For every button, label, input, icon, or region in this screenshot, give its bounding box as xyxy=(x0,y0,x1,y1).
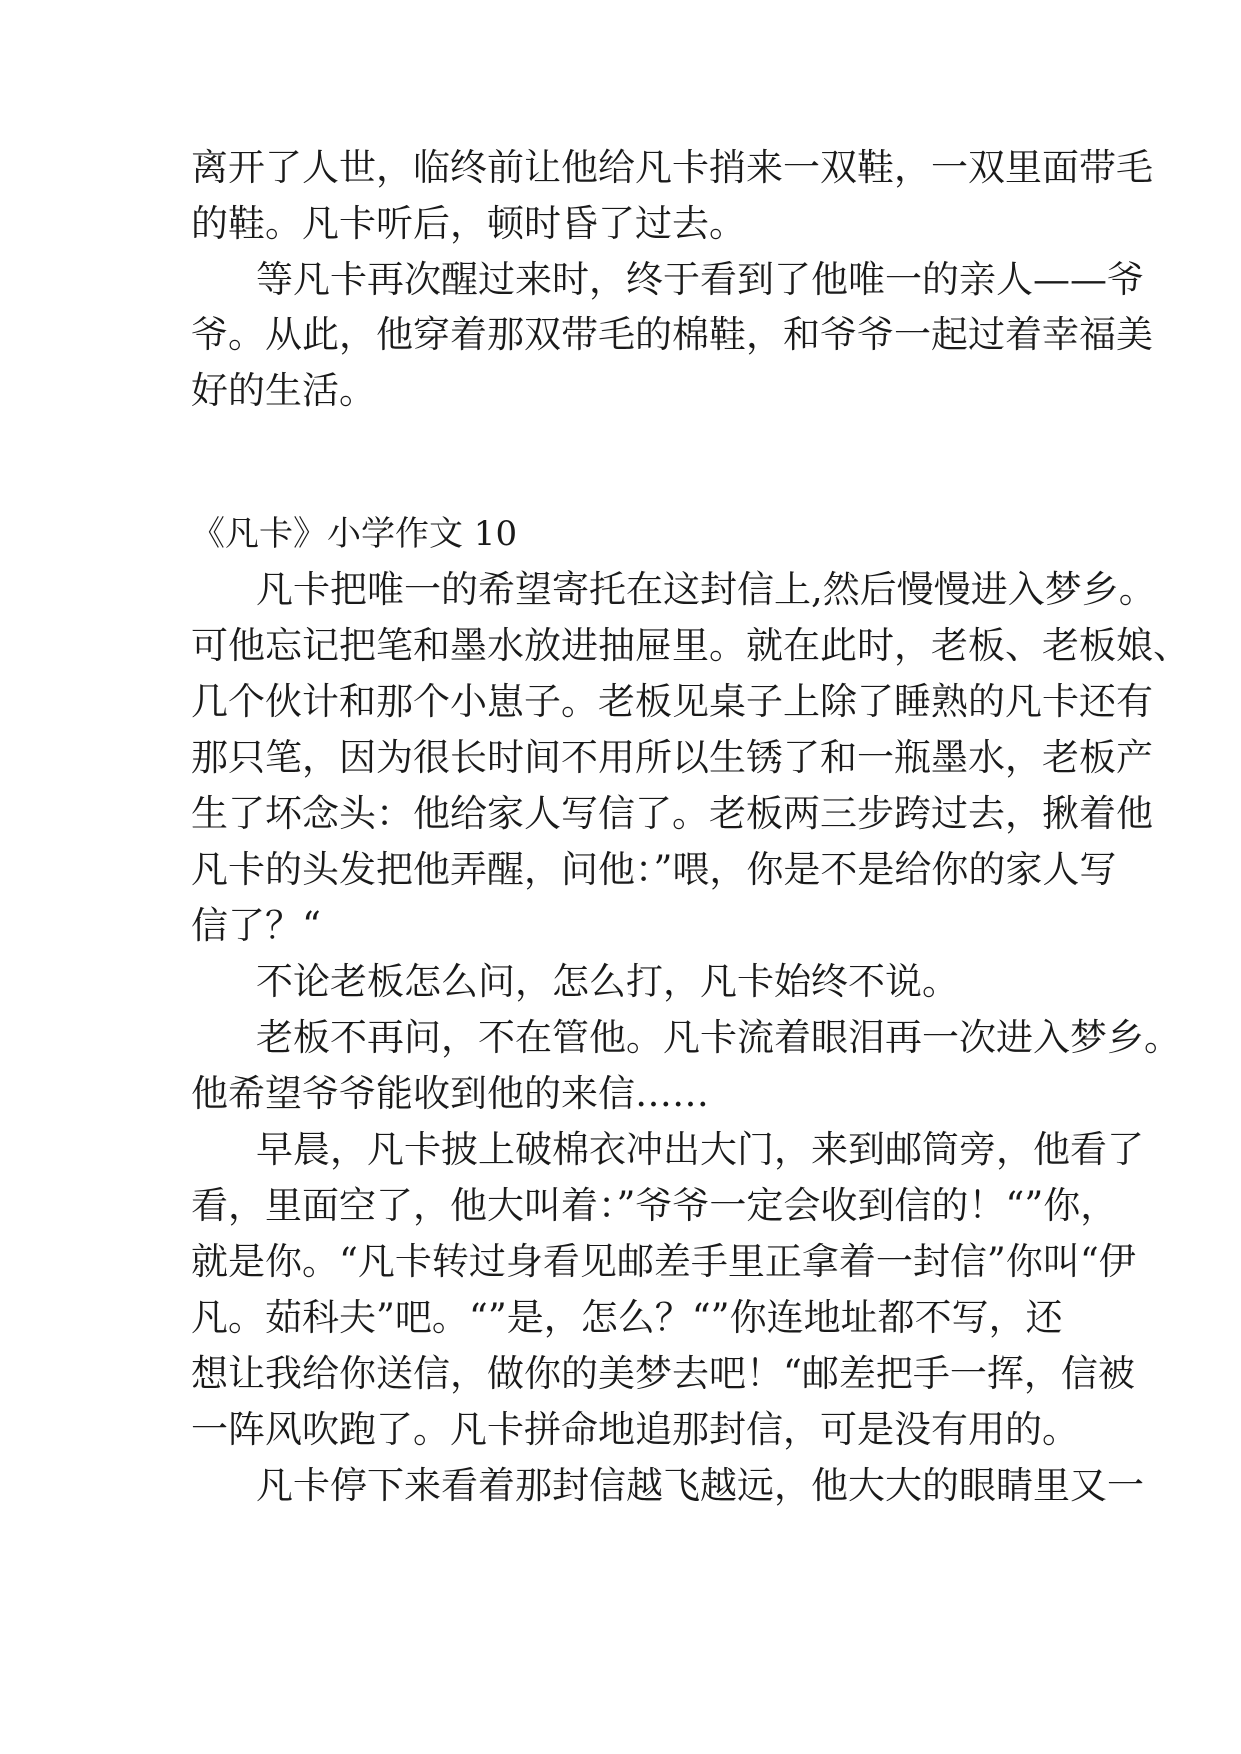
text-line: 好的生活。 xyxy=(191,369,376,412)
text-line: 凡卡把唯一的希望寄托在这封信上,然后慢慢进入梦乡。 xyxy=(256,568,1156,611)
essay-title: 《凡卡》小学作文 10 xyxy=(191,514,518,554)
text-line: 凡卡的头发把他弄醒，问他：”喂，你是不是给你的家人写 xyxy=(191,848,1117,891)
text-line: 离开了人世，临终前让他给凡卡捎来一双鞋，一双里面带毛 xyxy=(191,146,1153,189)
text-line: 生了坏念头：他给家人写信了。老板两三步跨过去，揪着他 xyxy=(191,792,1153,835)
text-line: 不论老板怎么问，怎么打，凡卡始终不说。 xyxy=(256,960,959,1003)
text-line: 看，里面空了，他大叫着：”爷爷一定会收到信的！“”你， xyxy=(191,1184,1118,1227)
text-line: 凡卡停下来看着那封信越飞越远，他大大的眼睛里又一 xyxy=(256,1464,1144,1507)
text-line: 一阵风吹跑了。凡卡拼命地追那封信，可是没有用的。 xyxy=(191,1408,1079,1451)
text-line: 想让我给你送信，做你的美梦去吧！“邮差把手一挥，信被 xyxy=(191,1352,1135,1395)
text-line: 老板不再问，不在管他。凡卡流着眼泪再一次进入梦乡。 xyxy=(256,1016,1181,1059)
text-line: 几个伙计和那个小崽子。老板见桌子上除了睡熟的凡卡还有 xyxy=(191,680,1153,723)
text-line: 等凡卡再次醒过来时，终于看到了他唯一的亲人——爷 xyxy=(256,258,1144,301)
text-line: 信了？“ xyxy=(191,904,321,947)
text-line: 的鞋。凡卡听后，顿时昏了过去。 xyxy=(191,202,746,245)
text-line: 凡。茹科夫”吧。“”是，怎么？“”你连地址都不写，还 xyxy=(191,1296,1063,1339)
text-line: 那只笔，因为很长时间不用所以生锈了和一瓶墨水，老板产 xyxy=(191,736,1153,779)
text-line: 早晨，凡卡披上破棉衣冲出大门，来到邮筒旁，他看了 xyxy=(256,1128,1144,1171)
text-line: 可他忘记把笔和墨水放进抽屉里。就在此时，老板、老板娘、 xyxy=(191,624,1190,667)
text-line: 爷。从此，他穿着那双带毛的棉鞋，和爷爷一起过着幸福美 xyxy=(191,313,1153,356)
text-line: 他希望爷爷能收到他的来信…… xyxy=(191,1072,709,1115)
text-line: 就是你。“凡卡转过身看见邮差手里正拿着一封信”你叫“伊 xyxy=(191,1240,1136,1283)
